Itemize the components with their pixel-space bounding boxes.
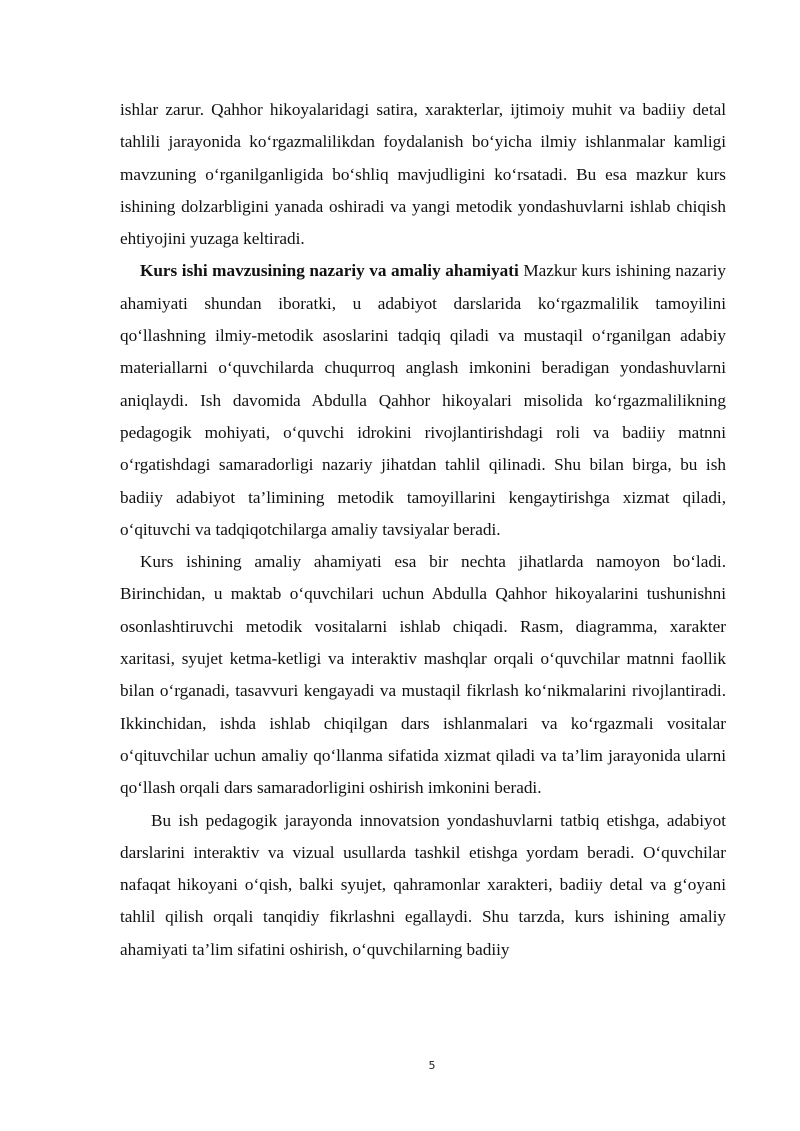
paragraph-innovation — [120, 805, 726, 966]
paragraph-significance — [120, 255, 726, 546]
paragraph-text: Kurs ishining amaliy ahamiyati esa bir nechta jihatlarda namoyon bo‘ladi. Birinchidan, u maktab o‘quvchilari uchun Abdulla Qahhor hikoyalarini tushunishni osonlashtiruvchi metodik vositalarni ishlab chiqadi. Rasm, diagramma, xarakter xaritasi, syujet ketma-ketligi va interaktiv mashqlar orqali o‘quvchilar matnni faollik bilan o‘rganadi, tasavvuri kengayadi va mustaqil fikrlash ko‘nikmalarini rivojlantiradi. Ikkinchidan, ishda ishlab chiqilgan dars ishlanmalari va ko‘rgazmali vositalar o‘qituvchilar uchun amaliy qo‘llanma sifatida xizmat qiladi va ta’lim jarayonida ularni qo‘llash orqali dars samaradorligini oshirish imkonini beradi. — [120, 552, 726, 798]
paragraph-continuation — [120, 94, 726, 255]
section-lead-heading: Kurs ishi mavzusining nazariy va amaliy ahamiyati — [140, 261, 519, 281]
paragraph-text: ishlar zarur. Qahhor hikoyalaridagi satira, xarakterlar, ijtimoiy muhit va badiiy detal tahlili jarayonida ko‘rgazmalilikdan foydalanish bo‘yicha ilmiy ishlanmalar kamligi mavzuning o‘rganilganligida bo‘shliq mavjudligini ko‘rsatadi. Bu esa mazkur kurs ishining dolzarbligini yanada oshiradi va yangi metodik yondashuvlarni ishlab chiqish ehtiyojini yuzaga keltiradi. — [120, 100, 726, 249]
paragraph-text: Bu ish pedagogik jarayonda innovatsion yondashuvlarni tatbiq etishga, adabiyot darslarini interaktiv va vizual usullarda tashkil etishga yordam beradi. O‘quvchilar nafaqat hikoyani o‘qish, balki syujet, qahramonlar xarakteri, badiiy detal va g‘oyani tahlil qilish orqali tanqidiy fikrlashni egallaydi. Shu tarzda, kurs ishining amaliy ahamiyati ta’lim sifatini oshirish, o‘quvchilarning badiiy — [120, 810, 726, 959]
paragraph-practical — [120, 546, 726, 804]
paragraph-text: Mazkur kurs ishining nazariy ahamiyati shundan iboratki, u adabiyot darslarida ko‘rgazmalilik tamoyilini qo‘llashning ilmiy-metodik asoslarini tadqiq qiladi va mustaqil o‘rganilgan adabiy materiallarni o‘quvchilarda chuqurroq anglash imkonini beradigan yondashuvlarni aniqlaydi. Ish davomida Abdulla Qahhor hikoyalari misolida ko‘rgazmalilikning pedagogik mohiyati, o‘quvchi idrokini rivojlantirishdagi roli va badiiy matnni o‘rgatishdagi samaradorligi nazariy jihatdan tahlil qilinadi. Shu bilan birga, bu ish badiiy adabiyot ta’limining metodik tamoyillarini kengaytirishga xizmat qiladi, o‘qituvchi va tadqiqotchilarga amaliy tavsiyalar beradi. — [120, 261, 727, 539]
body-text — [120, 94, 726, 966]
page-number: 5 — [428, 1059, 436, 1072]
